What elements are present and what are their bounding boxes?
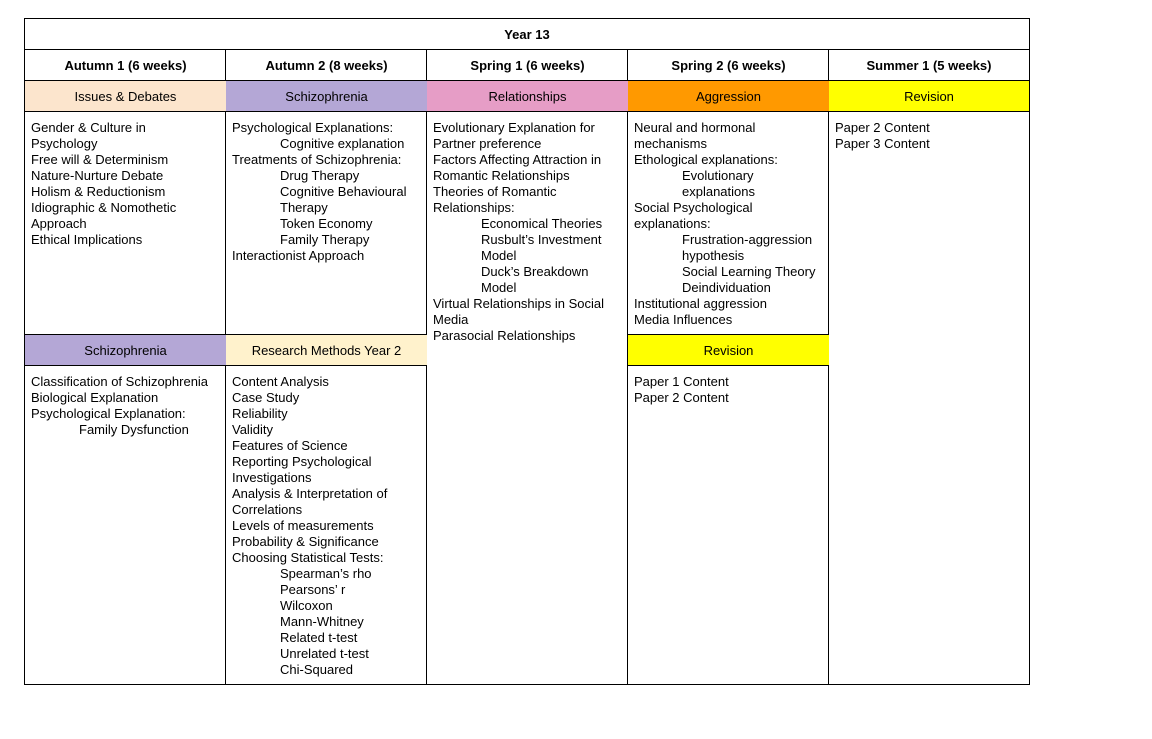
content-revision-summer1 (829, 112, 1029, 152)
list-item: Validity (232, 422, 273, 437)
list-item: Nature-Nurture Debate (31, 168, 164, 183)
list-item: explanations: (634, 216, 711, 231)
list-item: Neural and hormonal (634, 120, 756, 135)
list-item: Duck’s Breakdown (481, 264, 589, 279)
list-item: Paper 2 Content (835, 120, 930, 135)
list-item: Social Psychological (634, 200, 753, 215)
year13-timetable (24, 18, 1030, 685)
topic-schizophrenia: Schizophrenia (226, 81, 427, 112)
list-item: Psychological Explanation: (31, 406, 186, 421)
list-item: Model (481, 248, 517, 263)
list-item: Paper 3 Content (835, 136, 930, 151)
list-item: Wilcoxon (280, 598, 333, 613)
list-item: Idiographic & Nomothetic (31, 200, 177, 215)
list-item: Cognitive explanation (280, 136, 405, 151)
list-item: Mann-Whitney (280, 614, 364, 629)
list-item: hypothesis (682, 248, 745, 263)
table-title: Year 13 (25, 19, 1029, 50)
list-item: Parasocial Relationships (433, 328, 576, 343)
list-item: Frustration-aggression (682, 232, 813, 247)
topic-revision: Revision (829, 81, 1029, 112)
list-item: Ethological explanations: (634, 152, 778, 167)
list-item: Pearsons’ r (280, 582, 346, 597)
topic-schizophrenia: Schizophrenia (25, 335, 226, 366)
col-heading-autumn2: Autumn 2 (8 weeks) (226, 50, 427, 81)
list-item: Therapy (280, 200, 328, 215)
list-item: Economical Theories (481, 216, 603, 231)
col-heading-spring2: Spring 2 (6 weeks) (628, 50, 829, 81)
list-item: Family Dysfunction (79, 422, 189, 437)
col-heading-spring1: Spring 1 (6 weeks) (427, 50, 628, 81)
list-item: Ethical Implications (31, 232, 143, 247)
content-relationships (427, 112, 628, 344)
list-item: Factors Affecting Attraction in (433, 152, 602, 167)
list-item: explanations (682, 184, 755, 199)
list-item: Unrelated t-test (280, 646, 369, 661)
list-item: Paper 2 Content (634, 390, 729, 405)
list-item: Gender & Culture in (31, 120, 146, 135)
list-item: Features of Science (232, 438, 348, 453)
content-aggression (628, 112, 829, 328)
list-item: Virtual Relationships in Social (433, 296, 605, 311)
list-item: Family Therapy (280, 232, 370, 247)
list-item: Evolutionary (682, 168, 754, 183)
content-schizophrenia-autumn2 (226, 112, 427, 264)
content-schizophrenia-autumn1 (25, 366, 226, 438)
list-item: Partner preference (433, 136, 542, 151)
list-item: Media Influences (634, 312, 733, 327)
list-item: Cognitive Behavioural (280, 184, 407, 199)
list-item: Spearman’s rho (280, 566, 372, 581)
list-item: Treatments of Schizophrenia: (232, 152, 402, 167)
list-item: Relationships: (433, 200, 515, 215)
list-item: Approach (31, 216, 87, 231)
list-item: Evolutionary Explanation for (433, 120, 595, 135)
list-item: Psychological Explanations: (232, 120, 394, 135)
list-item: Psychology (31, 136, 98, 151)
list-item: Romantic Relationships (433, 168, 570, 183)
list-item: Probability & Significance (232, 534, 379, 549)
content-issues-debates (25, 112, 226, 248)
list-item: Social Learning Theory (682, 264, 816, 279)
list-item: Interactionist Approach (232, 248, 365, 263)
list-item: Levels of measurements (232, 518, 374, 533)
list-item: Chi-Squared (280, 662, 353, 677)
list-item: Holism & Reductionism (31, 184, 166, 199)
topic-issues-debates: Issues & Debates (25, 81, 226, 112)
list-item: Model (481, 280, 517, 295)
topic-revision: Revision (628, 335, 829, 366)
list-item: Classification of Schizophrenia (31, 374, 209, 389)
list-item: Paper 1 Content (634, 374, 729, 389)
list-item: Correlations (232, 502, 303, 517)
list-item: Institutional aggression (634, 296, 767, 311)
topic-research-methods: Research Methods Year 2 (226, 335, 427, 366)
list-item: Media (433, 312, 469, 327)
list-item: Biological Explanation (31, 390, 159, 405)
list-item: Rusbult’s Investment (481, 232, 602, 247)
list-item: Deindividuation (682, 280, 771, 295)
list-item: Reporting Psychological (232, 454, 372, 469)
list-item: Free will & Determinism (31, 152, 169, 167)
content-research-methods (226, 366, 427, 678)
list-item: Drug Therapy (280, 168, 360, 183)
list-item: Investigations (232, 470, 312, 485)
list-item: Token Economy (280, 216, 373, 231)
list-item: Case Study (232, 390, 300, 405)
list-item: Theories of Romantic (433, 184, 557, 199)
list-item: Analysis & Interpretation of (232, 486, 388, 501)
list-item: Choosing Statistical Tests: (232, 550, 384, 565)
col-heading-autumn1: Autumn 1 (6 weeks) (25, 50, 226, 81)
topic-relationships: Relationships (427, 81, 628, 112)
list-item: mechanisms (634, 136, 707, 151)
list-item: Related t-test (280, 630, 358, 645)
list-item: Reliability (232, 406, 288, 421)
topic-aggression: Aggression (628, 81, 829, 112)
list-item: Content Analysis (232, 374, 329, 389)
col-heading-summer1: Summer 1 (5 weeks) (829, 50, 1029, 81)
content-revision-spring2 (628, 366, 829, 406)
